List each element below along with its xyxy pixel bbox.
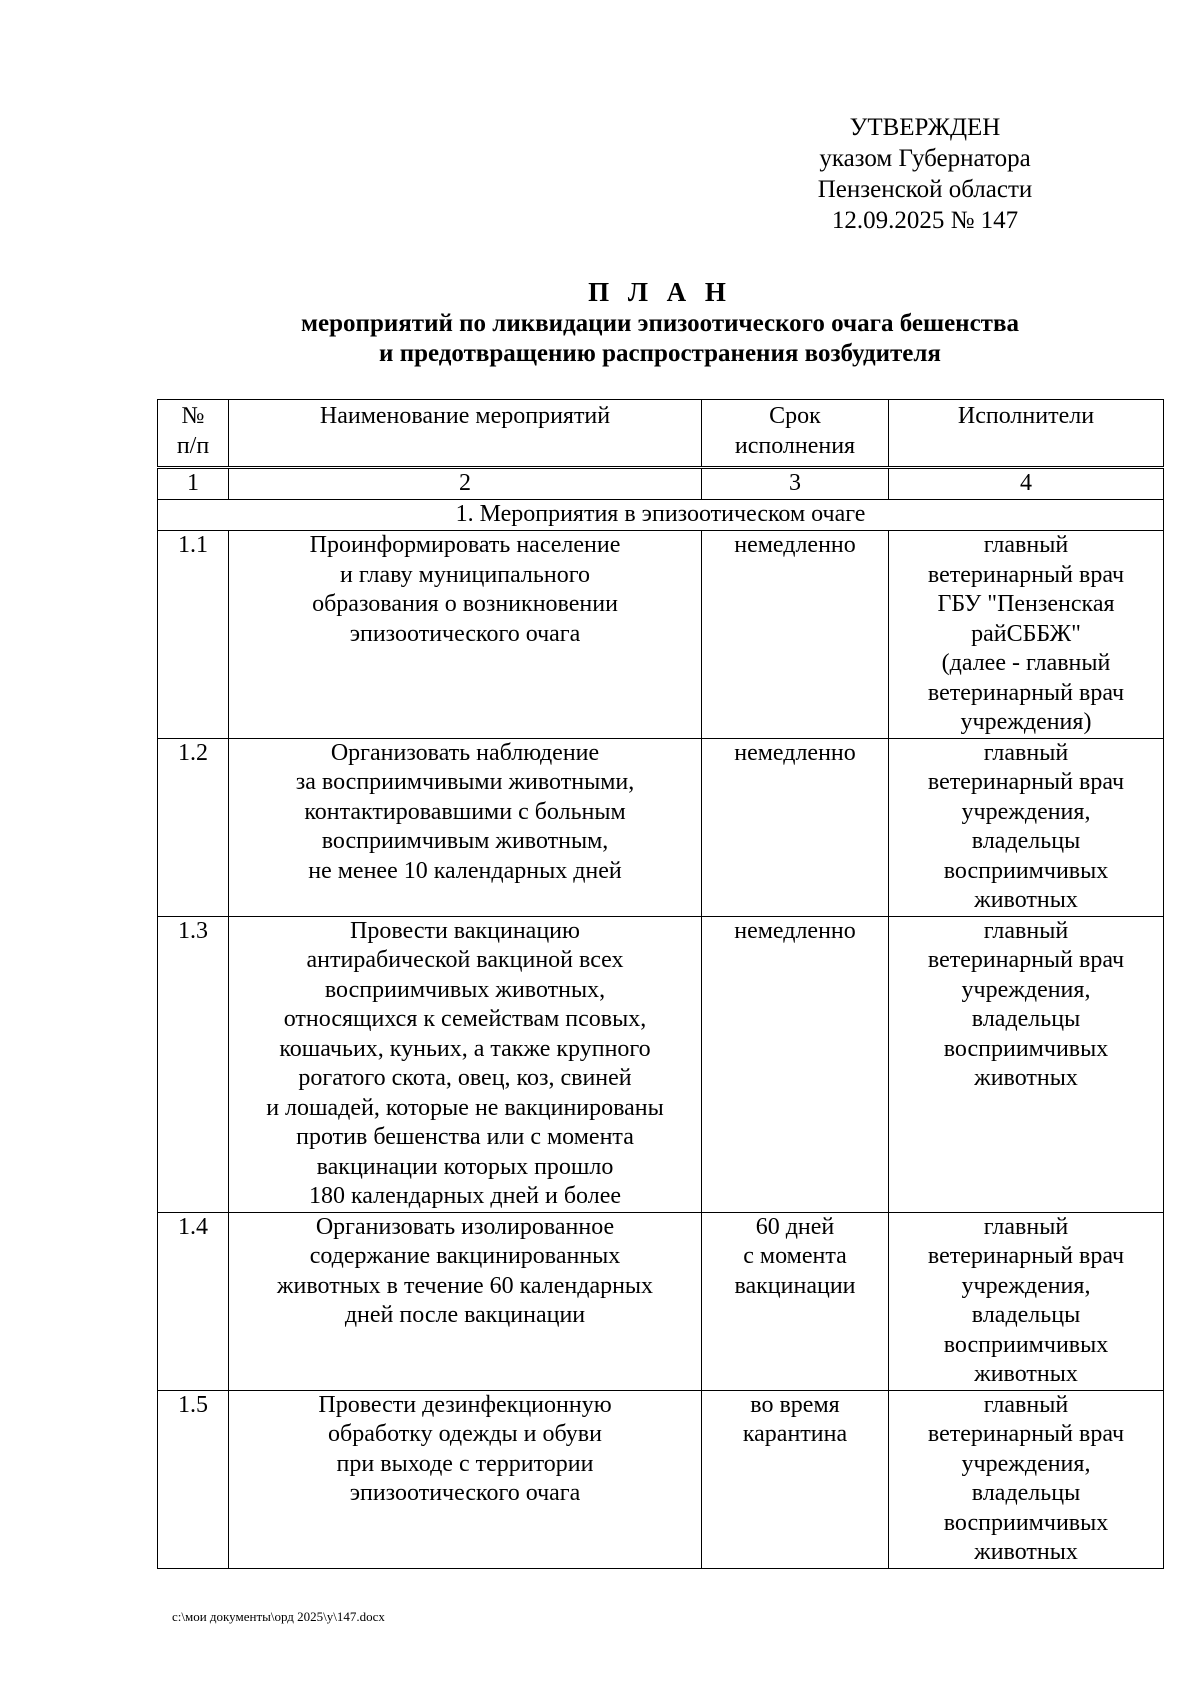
approval-block <box>760 112 1090 236</box>
row-deadline: немедленно <box>702 531 889 739</box>
table-header-row <box>158 400 1164 468</box>
table-row <box>158 1390 1164 1568</box>
column-number: 4 <box>889 468 1164 500</box>
title-main: П Л А Н <box>588 277 732 307</box>
file-path-footer: c:\мои документы\орд 2025\у\147.docx <box>172 1609 385 1624</box>
row-executors: главный ветеринарный врач учреждения, владельцы восприимчивых животных <box>889 1390 1164 1568</box>
plan-table <box>157 399 1164 1569</box>
row-executors: главный ветеринарный врач ГБУ "Пензенская райСББЖ" (далее - главный ветеринарный врач учреждения) <box>889 531 1164 739</box>
approval-status: УТВЕРЖДЕН <box>849 114 1001 141</box>
approval-region: Пензенской области <box>817 176 1033 203</box>
title-subtitle-line1: мероприятий по ликвидации эпизоотического очага бешенства <box>301 310 1019 337</box>
row-number: 1.2 <box>158 738 229 916</box>
row-activity: Проинформировать население и главу муниципального образования о возникновении эпизоотического очага <box>229 531 702 739</box>
row-executors: главный ветеринарный врач учреждения, владельцы восприимчивых животных <box>889 916 1164 1212</box>
row-activity: Провести дезинфекционную обработку одежды и обуви при выходе с территории эпизоотического очага <box>229 1390 702 1568</box>
header-executors: Исполнители <box>889 400 1164 468</box>
table-row <box>158 738 1164 916</box>
row-activity: Организовать изолированное содержание вакцинированных животных в течение 60 календарных дней после вакцинации <box>229 1212 702 1390</box>
row-activity: Организовать наблюдение за восприимчивыми животными, контактировавшими с больным восприимчивым животным, не менее 10 календарных дней <box>229 738 702 916</box>
row-executors: главный ветеринарный врач учреждения, владельцы восприимчивых животных <box>889 1212 1164 1390</box>
approval-authority: указом Губернатора <box>819 145 1031 172</box>
header-activity: Наименование мероприятий <box>229 400 702 468</box>
section-row <box>158 500 1164 531</box>
section-title: 1. Мероприятия в эпизоотическом очаге <box>158 500 1164 531</box>
column-number: 1 <box>158 468 229 500</box>
row-activity: Провести вакцинацию антирабической вакциной всех восприимчивых животных, относящихся к семействам псовых, кошачьих, куньих, а также крупного рогатого скота, овец, коз, свиней и лошадей, которые не вакцинированы против бешенства или с момента вакцинации которых прошло 180 календарных дней и более <box>229 916 702 1212</box>
row-deadline: немедленно <box>702 738 889 916</box>
row-executors: главный ветеринарный врач учреждения, владельцы восприимчивых животных <box>889 738 1164 916</box>
document-title <box>160 275 1160 369</box>
approval-date-number: 12.09.2025 № 147 <box>831 207 1019 234</box>
title-subtitle-line2: и предотвращению распространения возбудителя <box>379 340 941 367</box>
row-deadline: 60 дней с момента вакцинации <box>702 1212 889 1390</box>
table-row <box>158 531 1164 739</box>
table-row <box>158 916 1164 1212</box>
column-number: 2 <box>229 468 702 500</box>
row-number: 1.3 <box>158 916 229 1212</box>
row-number: 1.4 <box>158 1212 229 1390</box>
row-deadline: во время карантина <box>702 1390 889 1568</box>
header-number: № п/п <box>158 400 229 468</box>
table-row <box>158 1212 1164 1390</box>
header-deadline: Срок исполнения <box>702 400 889 468</box>
column-number-row <box>158 468 1164 500</box>
row-number: 1.1 <box>158 531 229 739</box>
row-number: 1.5 <box>158 1390 229 1568</box>
column-number: 3 <box>702 468 889 500</box>
row-deadline: немедленно <box>702 916 889 1212</box>
